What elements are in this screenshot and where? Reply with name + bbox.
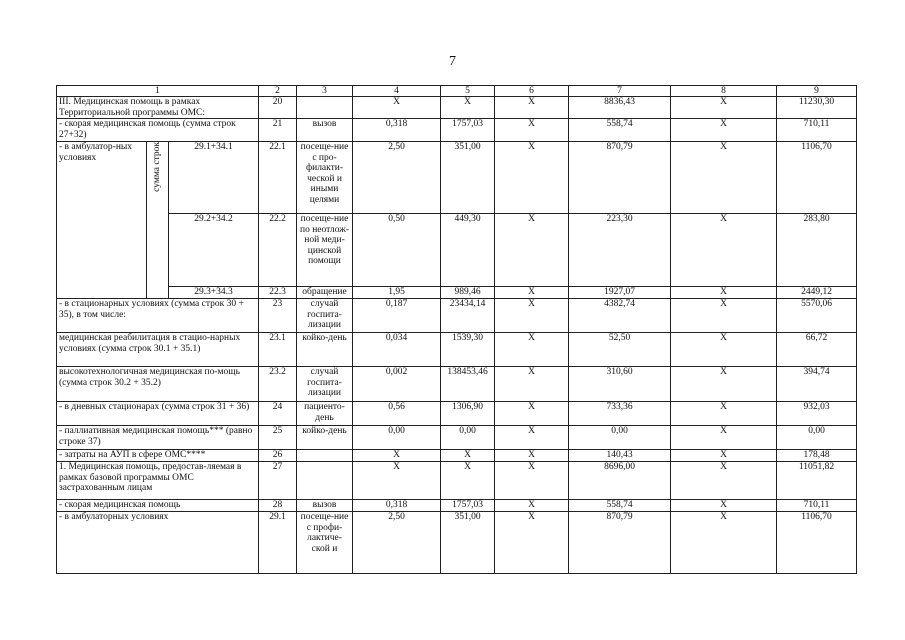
table-row xyxy=(57,402,857,426)
cell-col-4: Х xyxy=(353,97,441,119)
cell-col-9: 710,11 xyxy=(777,119,857,142)
row-unit: посеще-ние по неотлож-ной меди-цинской помощи xyxy=(297,214,353,287)
header-col-8: 8 xyxy=(671,86,777,97)
row-name: III. Медицинская помощь в рамках Территориальной программы ОМС: xyxy=(57,97,259,119)
row-code: 24 xyxy=(259,402,297,426)
row-unit: пациенто-день xyxy=(297,402,353,426)
row-name: медицинская реабилитация в стацио-нарных условиях (сумма строк 30.1 + 35.1) xyxy=(57,333,259,367)
row-code: 23 xyxy=(259,299,297,333)
cell-col-8: Х xyxy=(671,119,777,142)
cell-col-8: Х xyxy=(671,142,777,214)
cell-col-5: 1539,30 xyxy=(441,333,495,367)
row-name: - в стационарных условиях (сумма строк 30 + 35), в том числе: xyxy=(57,299,259,333)
row-unit: обращение xyxy=(297,287,353,299)
cell-col-4: Х xyxy=(353,462,441,500)
cell-col-9: 5570,06 xyxy=(777,299,857,333)
cell-col-7: 558,74 xyxy=(569,500,671,512)
row-unit: посеще-ние с профи-лактиче-ской и xyxy=(297,512,353,574)
table-row xyxy=(57,299,857,333)
cell-col-7: 140,43 xyxy=(569,450,671,462)
cell-col-8: Х xyxy=(671,450,777,462)
cell-col-7: 558,74 xyxy=(569,119,671,142)
cell-col-8: Х xyxy=(671,512,777,574)
cell-col-8: Х xyxy=(671,97,777,119)
cell-col-5: 989,46 xyxy=(441,287,495,299)
cell-col-5: 138453,46 xyxy=(441,367,495,402)
cell-col-4: 0,034 xyxy=(353,333,441,367)
cell-col-4: 0,318 xyxy=(353,119,441,142)
sum-rows-label: сумма строк xyxy=(147,142,169,299)
cell-col-9: 66,72 xyxy=(777,333,857,367)
table-row xyxy=(57,333,857,367)
header-col-7: 7 xyxy=(569,86,671,97)
table-row xyxy=(57,287,857,299)
cell-col-6: Х xyxy=(495,142,569,214)
cell-col-9: 283,80 xyxy=(777,214,857,287)
row-unit xyxy=(297,450,353,462)
cell-col-7: 310,60 xyxy=(569,367,671,402)
cell-col-7: 0,00 xyxy=(569,426,671,450)
table-row xyxy=(57,462,857,500)
row-name: - скорая медицинская помощь (сумма строк 27+32) xyxy=(57,119,259,142)
cell-col-6: Х xyxy=(495,462,569,500)
cell-col-9: 710,11 xyxy=(777,500,857,512)
row-subsum: 29.3+34.3 xyxy=(169,287,259,299)
cell-col-9: 0,00 xyxy=(777,426,857,450)
cell-col-5: Х xyxy=(441,97,495,119)
cell-col-9: 932,03 xyxy=(777,402,857,426)
header-col-1: 1 xyxy=(57,86,259,97)
row-code: 28 xyxy=(259,500,297,512)
cell-col-7: 870,79 xyxy=(569,512,671,574)
row-subsum: 29.1+34.1 xyxy=(169,142,259,214)
row-unit: койко-день xyxy=(297,333,353,367)
cell-col-7: 223,30 xyxy=(569,214,671,287)
table-row xyxy=(57,450,857,462)
row-code: 22.2 xyxy=(259,214,297,287)
header-col-5: 5 xyxy=(441,86,495,97)
row-unit: койко-день xyxy=(297,426,353,450)
cell-col-4: 2,50 xyxy=(353,512,441,574)
cell-col-4: 0,00 xyxy=(353,426,441,450)
cell-col-9: 2449,12 xyxy=(777,287,857,299)
cell-col-8: Х xyxy=(671,367,777,402)
row-code: 27 xyxy=(259,462,297,500)
cell-col-8: Х xyxy=(671,402,777,426)
cell-col-6: Х xyxy=(495,333,569,367)
cell-col-8: Х xyxy=(671,462,777,500)
cell-col-6: Х xyxy=(495,402,569,426)
cell-col-5: 351,00 xyxy=(441,142,495,214)
row-name: - паллиативная медицинская помощь*** (равно строке 37) xyxy=(57,426,259,450)
cell-col-4: 0,50 xyxy=(353,214,441,287)
table-row xyxy=(57,97,857,119)
row-code: 29.1 xyxy=(259,512,297,574)
cell-col-5: Х xyxy=(441,462,495,500)
table-row xyxy=(57,500,857,512)
cell-col-6: Х xyxy=(495,367,569,402)
cell-col-6: Х xyxy=(495,299,569,333)
cell-col-4: 0,56 xyxy=(353,402,441,426)
table-row xyxy=(57,142,857,214)
cell-col-4: Х xyxy=(353,450,441,462)
cell-col-5: 0,00 xyxy=(441,426,495,450)
row-code: 26 xyxy=(259,450,297,462)
cell-col-5: 449,30 xyxy=(441,214,495,287)
row-unit: посеще-ние с про-филакти-ческой и иными целями xyxy=(297,142,353,214)
cell-col-5: 351,00 xyxy=(441,512,495,574)
row-name: 1. Медицинская помощь, предостав-ляемая в рамках базовой программы ОМС застрахованным лицам xyxy=(57,462,259,500)
cell-col-7: 4382,74 xyxy=(569,299,671,333)
row-code: 22.1 xyxy=(259,142,297,214)
ambulatory-label: - в амбулатор-ных условиях xyxy=(57,142,147,299)
cell-col-6: Х xyxy=(495,512,569,574)
cell-col-8: Х xyxy=(671,299,777,333)
cell-col-7: 8696,00 xyxy=(569,462,671,500)
row-unit: случай госпита-лизации xyxy=(297,299,353,333)
table-row xyxy=(57,512,857,574)
cell-col-6: Х xyxy=(495,500,569,512)
row-unit: случай госпита-лизации xyxy=(297,367,353,402)
cell-col-6: Х xyxy=(495,287,569,299)
row-code: 25 xyxy=(259,426,297,450)
cell-col-7: 733,36 xyxy=(569,402,671,426)
cell-col-8: Х xyxy=(671,426,777,450)
page-number: 7 xyxy=(449,54,456,69)
cell-col-7: 52,50 xyxy=(569,333,671,367)
row-subsum: 29.2+34.2 xyxy=(169,214,259,287)
row-code: 23.1 xyxy=(259,333,297,367)
row-unit xyxy=(297,97,353,119)
row-name: - в амбулаторных условиях xyxy=(57,512,259,574)
header-col-9: 9 xyxy=(777,86,857,97)
cell-col-6: Х xyxy=(495,450,569,462)
row-code: 22.3 xyxy=(259,287,297,299)
table-row xyxy=(57,119,857,142)
cell-col-4: 2,50 xyxy=(353,142,441,214)
expenditure-table xyxy=(56,85,857,574)
cell-col-5: 1306,90 xyxy=(441,402,495,426)
row-code: 21 xyxy=(259,119,297,142)
cell-col-7: 8836,43 xyxy=(569,97,671,119)
row-unit: вызов xyxy=(297,500,353,512)
header-col-4: 4 xyxy=(353,86,441,97)
cell-col-8: Х xyxy=(671,214,777,287)
row-name: - скорая медицинская помощь xyxy=(57,500,259,512)
row-unit: вызов xyxy=(297,119,353,142)
cell-col-9: 11051,82 xyxy=(777,462,857,500)
cell-col-4: 0,318 xyxy=(353,500,441,512)
header-col-3: 3 xyxy=(297,86,353,97)
table-row xyxy=(57,426,857,450)
row-code: 23.2 xyxy=(259,367,297,402)
cell-col-4: 0,002 xyxy=(353,367,441,402)
header-row xyxy=(57,86,857,97)
table-row xyxy=(57,214,857,287)
cell-col-8: Х xyxy=(671,500,777,512)
table-row xyxy=(57,367,857,402)
cell-col-9: 178,48 xyxy=(777,450,857,462)
cell-col-6: Х xyxy=(495,119,569,142)
row-name: высокотехнологичная медицинская по-мощь (сумма строк 30.2 + 35.2) xyxy=(57,367,259,402)
cell-col-4: 0,187 xyxy=(353,299,441,333)
row-name: - в дневных стационарах (сумма строк 31 + 36) xyxy=(57,402,259,426)
cell-col-7: 870,79 xyxy=(569,142,671,214)
cell-col-5: 1757,03 xyxy=(441,500,495,512)
header-col-2: 2 xyxy=(259,86,297,97)
cell-col-5: 23434,14 xyxy=(441,299,495,333)
row-name: - затраты на АУП в сфере ОМС**** xyxy=(57,450,259,462)
row-code: 20 xyxy=(259,97,297,119)
cell-col-9: 1106,70 xyxy=(777,512,857,574)
cell-col-6: Х xyxy=(495,214,569,287)
cell-col-9: 394,74 xyxy=(777,367,857,402)
row-unit xyxy=(297,462,353,500)
cell-col-6: Х xyxy=(495,426,569,450)
cell-col-8: Х xyxy=(671,287,777,299)
cell-col-7: 1927,07 xyxy=(569,287,671,299)
header-col-6: 6 xyxy=(495,86,569,97)
cell-col-4: 1,95 xyxy=(353,287,441,299)
cell-col-9: 1106,70 xyxy=(777,142,857,214)
cell-col-9: 11230,30 xyxy=(777,97,857,119)
cell-col-8: Х xyxy=(671,333,777,367)
cell-col-5: 1757,03 xyxy=(441,119,495,142)
cell-col-5: Х xyxy=(441,450,495,462)
cell-col-6: Х xyxy=(495,97,569,119)
